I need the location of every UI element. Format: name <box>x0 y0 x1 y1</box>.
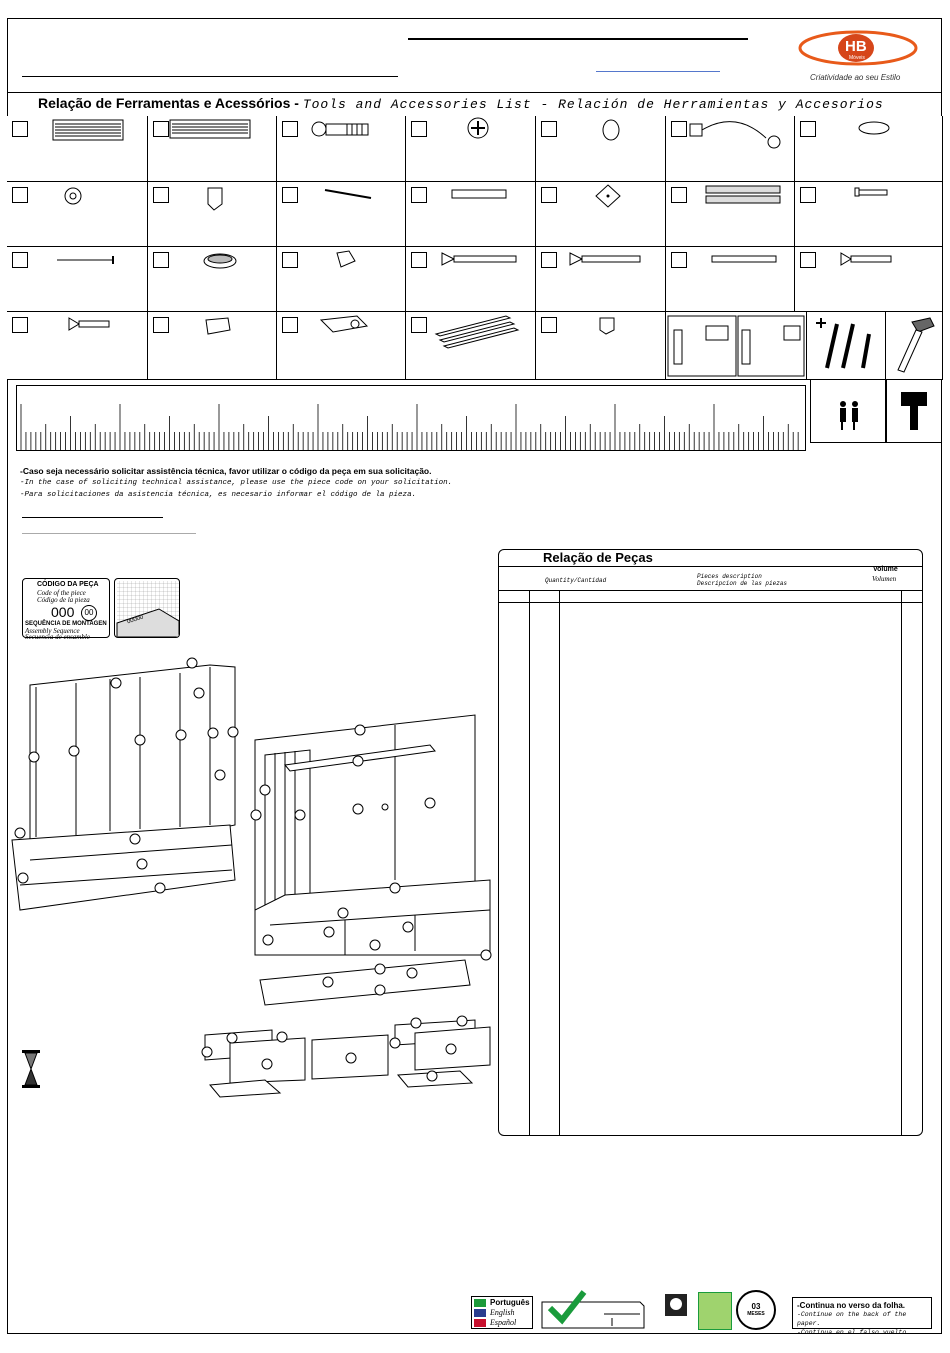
description-es: Descripcion de las piezas <box>697 580 788 587</box>
tool-cell-20 <box>666 247 795 312</box>
tool-cell-1 <box>7 116 148 182</box>
tool-cell-9 <box>148 182 277 247</box>
tool-cell-21 <box>795 247 943 312</box>
seq-en: Assembly Sequence <box>25 627 80 635</box>
tool-cell-24 <box>277 312 406 380</box>
slotted-cover-icon <box>7 116 148 182</box>
code-en: Code of the piece <box>37 589 86 597</box>
tool-cell-3 <box>277 116 406 182</box>
two-people-icon <box>810 379 886 443</box>
code-es: Código de la pieza <box>37 596 90 604</box>
tool-cell-16 <box>148 247 277 312</box>
checkmark-box <box>540 1290 646 1330</box>
logo-text: HB <box>845 38 867 55</box>
guarantee-unit: MESES <box>747 1311 765 1317</box>
description-en: Pieces description <box>697 573 762 580</box>
tool-cell-6 <box>666 116 795 182</box>
volume-label-es: Volumen <box>872 575 897 583</box>
tool-cell-12 <box>536 182 666 247</box>
environment-seal-icon <box>698 1292 732 1330</box>
piece-label-illustration <box>114 578 180 638</box>
knob-icon <box>7 182 148 247</box>
seq-es: Secuencia de ensamble <box>25 633 90 641</box>
parts-title: Relação de Peças <box>543 550 653 565</box>
tool-cell-rooms <box>666 312 807 380</box>
furniture-exploded-view <box>10 655 500 1100</box>
code-title: CÓDIGO DA PEÇA <box>37 581 99 588</box>
hammer-icon <box>886 312 943 380</box>
guarantee-seal <box>736 1290 776 1330</box>
short-screw-icon <box>795 182 943 247</box>
hanging-cord-icon <box>666 116 795 182</box>
mallet-icon <box>886 379 942 443</box>
language-box <box>471 1296 533 1329</box>
drawer-slide-icon <box>666 182 795 247</box>
oval-plate-icon <box>795 116 943 182</box>
tool-cell-11 <box>406 182 536 247</box>
tool-cell-hammer <box>886 312 943 380</box>
assistance-en: -In the case of soliciting technical assistance, please use the piece code on your solicitation. <box>20 479 453 487</box>
assistance-es: -Para solicitaciones da asistencia técnica, es necesario informar el código de la pieza. <box>20 491 417 499</box>
continue-en: -Continue on the back of the paper. <box>797 1311 907 1327</box>
parts-title-line <box>499 566 922 567</box>
screw-icon <box>795 247 943 312</box>
lang-en: English <box>490 1308 515 1317</box>
l-bracket-icon <box>277 247 406 312</box>
seq-example: 00 <box>81 605 97 621</box>
hb-logo <box>798 26 918 86</box>
tree-logo-icon <box>661 1292 691 1330</box>
measuring-ruler <box>16 385 806 451</box>
foot-pad-icon <box>148 247 277 312</box>
tool-cell-25 <box>406 312 536 380</box>
diamond-plate-icon <box>536 182 666 247</box>
room-illustration-icon <box>666 312 807 380</box>
tool-cell-screwdrivers <box>807 312 886 380</box>
header-link-line <box>596 71 720 72</box>
tool-cell-26 <box>536 312 666 380</box>
tool-cell-2 <box>148 116 277 182</box>
hanger-bolt-icon <box>277 116 406 182</box>
screwdrivers-icon <box>807 312 886 380</box>
tools-title-pt: Relação de Ferramentas e Acessórios - <box>38 95 299 111</box>
tool-cell-18 <box>406 247 536 312</box>
assistance-pt: -Caso seja necessário solicitar assistência técnica, favor utilizar o código da peça em sua solicitação. <box>20 466 432 476</box>
connecting-bolt-icon <box>277 182 406 247</box>
tool-cell-14 <box>795 182 943 247</box>
continue-note <box>792 1297 932 1336</box>
slogan: Criatividade ao seu Estilo <box>810 73 901 82</box>
piece-code-label: 00000 <box>126 614 145 626</box>
tools-grid <box>7 116 943 380</box>
shelf-support-icon <box>536 312 666 380</box>
continue-pt: -Continua no verso da folha. <box>797 1301 906 1310</box>
hinge-icon <box>277 312 406 380</box>
tool-cell-23 <box>148 312 277 380</box>
signature-line <box>22 517 163 518</box>
minifix-cam-icon <box>406 116 536 182</box>
header-line-top <box>408 38 748 40</box>
assistance-note <box>20 466 452 500</box>
long-screw-icon <box>536 247 666 312</box>
code-example: 000 <box>51 604 75 620</box>
tool-cell-19 <box>536 247 666 312</box>
screw-icon <box>7 312 148 380</box>
tool-cell-15 <box>7 247 148 312</box>
lang-pt: Português <box>490 1298 530 1307</box>
parts-list-panel <box>498 549 923 1136</box>
tools-title-multilang: Tools and Accessories List - Relación de Herramientas y Accesorios <box>302 97 884 112</box>
screw-icon <box>666 247 795 312</box>
hinge-plate-icon <box>148 312 277 380</box>
header-divider <box>7 92 942 93</box>
signature-line-light <box>22 533 196 534</box>
slotted-cover-icon <box>148 116 277 182</box>
tool-cell-13 <box>666 182 795 247</box>
tool-cell-10 <box>277 182 406 247</box>
logo-sub: Móveis <box>849 55 865 61</box>
hourglass-icon <box>20 1048 42 1090</box>
nail-icon <box>7 247 148 312</box>
angle-bracket-icon <box>148 182 277 247</box>
round-cap-icon <box>536 116 666 182</box>
tools-title <box>38 95 884 112</box>
long-screw-icon <box>406 247 536 312</box>
guarantee-months: 03 <box>751 1302 761 1311</box>
piece-code-legend <box>22 578 110 641</box>
col-divider-3 <box>901 590 902 1135</box>
tool-cell-5 <box>536 116 666 182</box>
tool-cell-17 <box>277 247 406 312</box>
rods-icon <box>406 312 536 380</box>
tool-cell-8 <box>7 182 148 247</box>
parts-header-line <box>499 590 922 591</box>
header-line-left <box>22 76 398 77</box>
tool-cell-7 <box>795 116 943 182</box>
continue-es: -Continua en el falso vuelto. <box>797 1329 911 1336</box>
lang-es: Español <box>490 1318 517 1327</box>
volume-label: Volume <box>873 566 898 573</box>
col-divider-1 <box>529 590 530 1135</box>
col-divider-2 <box>559 590 560 1135</box>
tool-cell-22 <box>7 312 148 380</box>
parts-header-line2 <box>499 602 922 603</box>
tool-cell-4 <box>406 116 536 182</box>
dowel-icon <box>406 182 536 247</box>
seq-title: SEQUÊNCIA DE MONTAGEN <box>25 621 107 627</box>
quantity-label: Quantity/Cantidad <box>545 577 607 584</box>
